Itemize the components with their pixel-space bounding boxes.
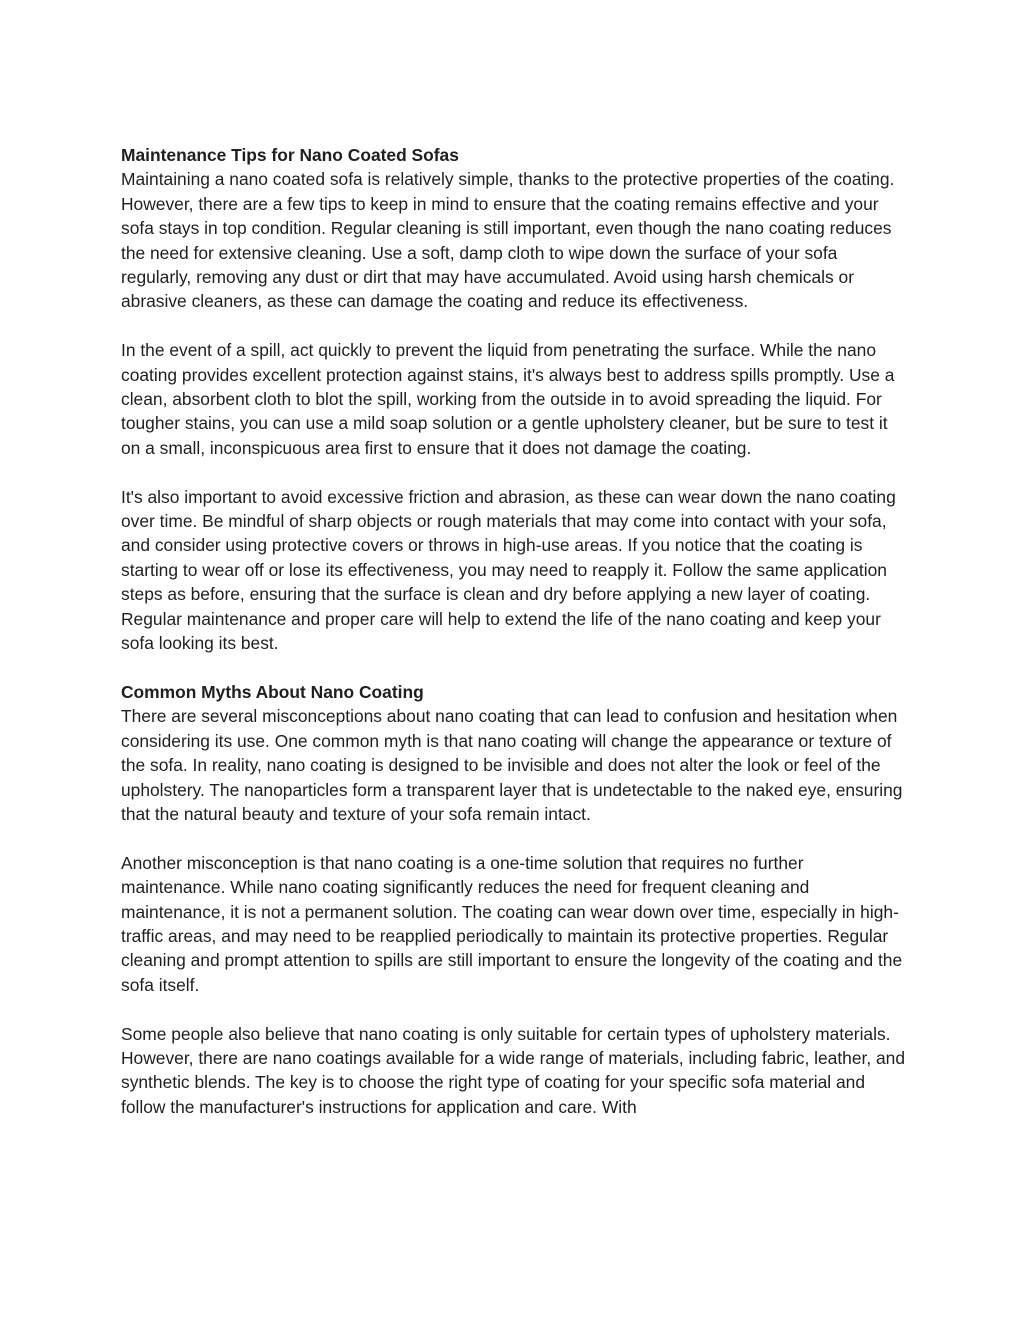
section-heading: Common Myths About Nano Coating [121,681,424,702]
paragraph: Another misconception is that nano coating is a one-time solution that requires no further maintenance. While nano coating significantly reduces the need for frequent cleaning and maintenance, it is not a permanent solution. The coating can wear down over time, especially in high-traffic areas, and may need to be reapplied periodically to maintain its protective properties. Regular cleaning and prompt attention to spills are still important to ensure the longevity of the coating and the sofa itself. [121,852,903,995]
paragraph: In the event of a spill, act quickly to prevent the liquid from penetrating the surface. While the nano coating provides excellent protection against stains, it's always best to address spills promptly. Use a clean, absorbent cloth to blot the spill, working from the outside in to avoid spreading the liquid. For tougher stains, you can use a mild soap solution or a gentle upholstery cleaner, but be sure to test it on a small, inconspicuous area first to ensure that it does not damage the coating. [121,340,895,458]
section-maintenance-tips [121,143,911,656]
paragraph: It's also important to avoid excessive friction and abrasion, as these can wear down the nano coating over time. Be mindful of sharp objects or rough materials that may come into contact with your sofa, and consider using protective covers or throws in high-use areas. If you notice that the coating is starting to wear off or lose its effectiveness, you may need to reapply it. Follow the same application steps as before, ensuring that the surface is clean and dry before applying a new layer of coating. Regular maintenance and proper care will help to extend the life of the nano coating and keep your sofa looking its best. [121,486,896,654]
paragraph: There are several misconceptions about nano coating that can lead to confusion and hesitation when considering its use. One common myth is that nano coating will change the appearance or texture of the sofa. In reality, nano coating is designed to be invisible and does not alter the look or feel of the upholstery. The nanoparticles form a transparent layer that is undetectable to the naked eye, ensuring that the natural beauty and texture of your sofa remain intact. [121,706,903,824]
section-heading: Maintenance Tips for Nano Coated Sofas [121,145,459,165]
section-common-myths [121,680,911,1119]
paragraph: Some people also believe that nano coating is only suitable for certain types of upholstery materials. However, there are nano coatings available for a wide range of materials, including fabric, leather, and synthetic blends. The key is to choose the right type of coating for your specific sofa material and follow the manufacturer's instructions for application and care. With [121,1023,906,1117]
paragraph: Maintaining a nano coated sofa is relatively simple, thanks to the protective properties of the coating. However, there are a few tips to keep in mind to ensure that the coating remains effective and your sofa stays in top condition. Regular cleaning is still important, even though the nano coating reduces the need for extensive cleaning. Use a soft, damp cloth to wipe down the surface of your sofa regularly, removing any dust or dirt that may have accumulated. Avoid using harsh chemicals or abrasive cleaners, as these can damage the coating and reduce its effectiveness. [121,169,895,312]
document-page [121,143,911,1119]
